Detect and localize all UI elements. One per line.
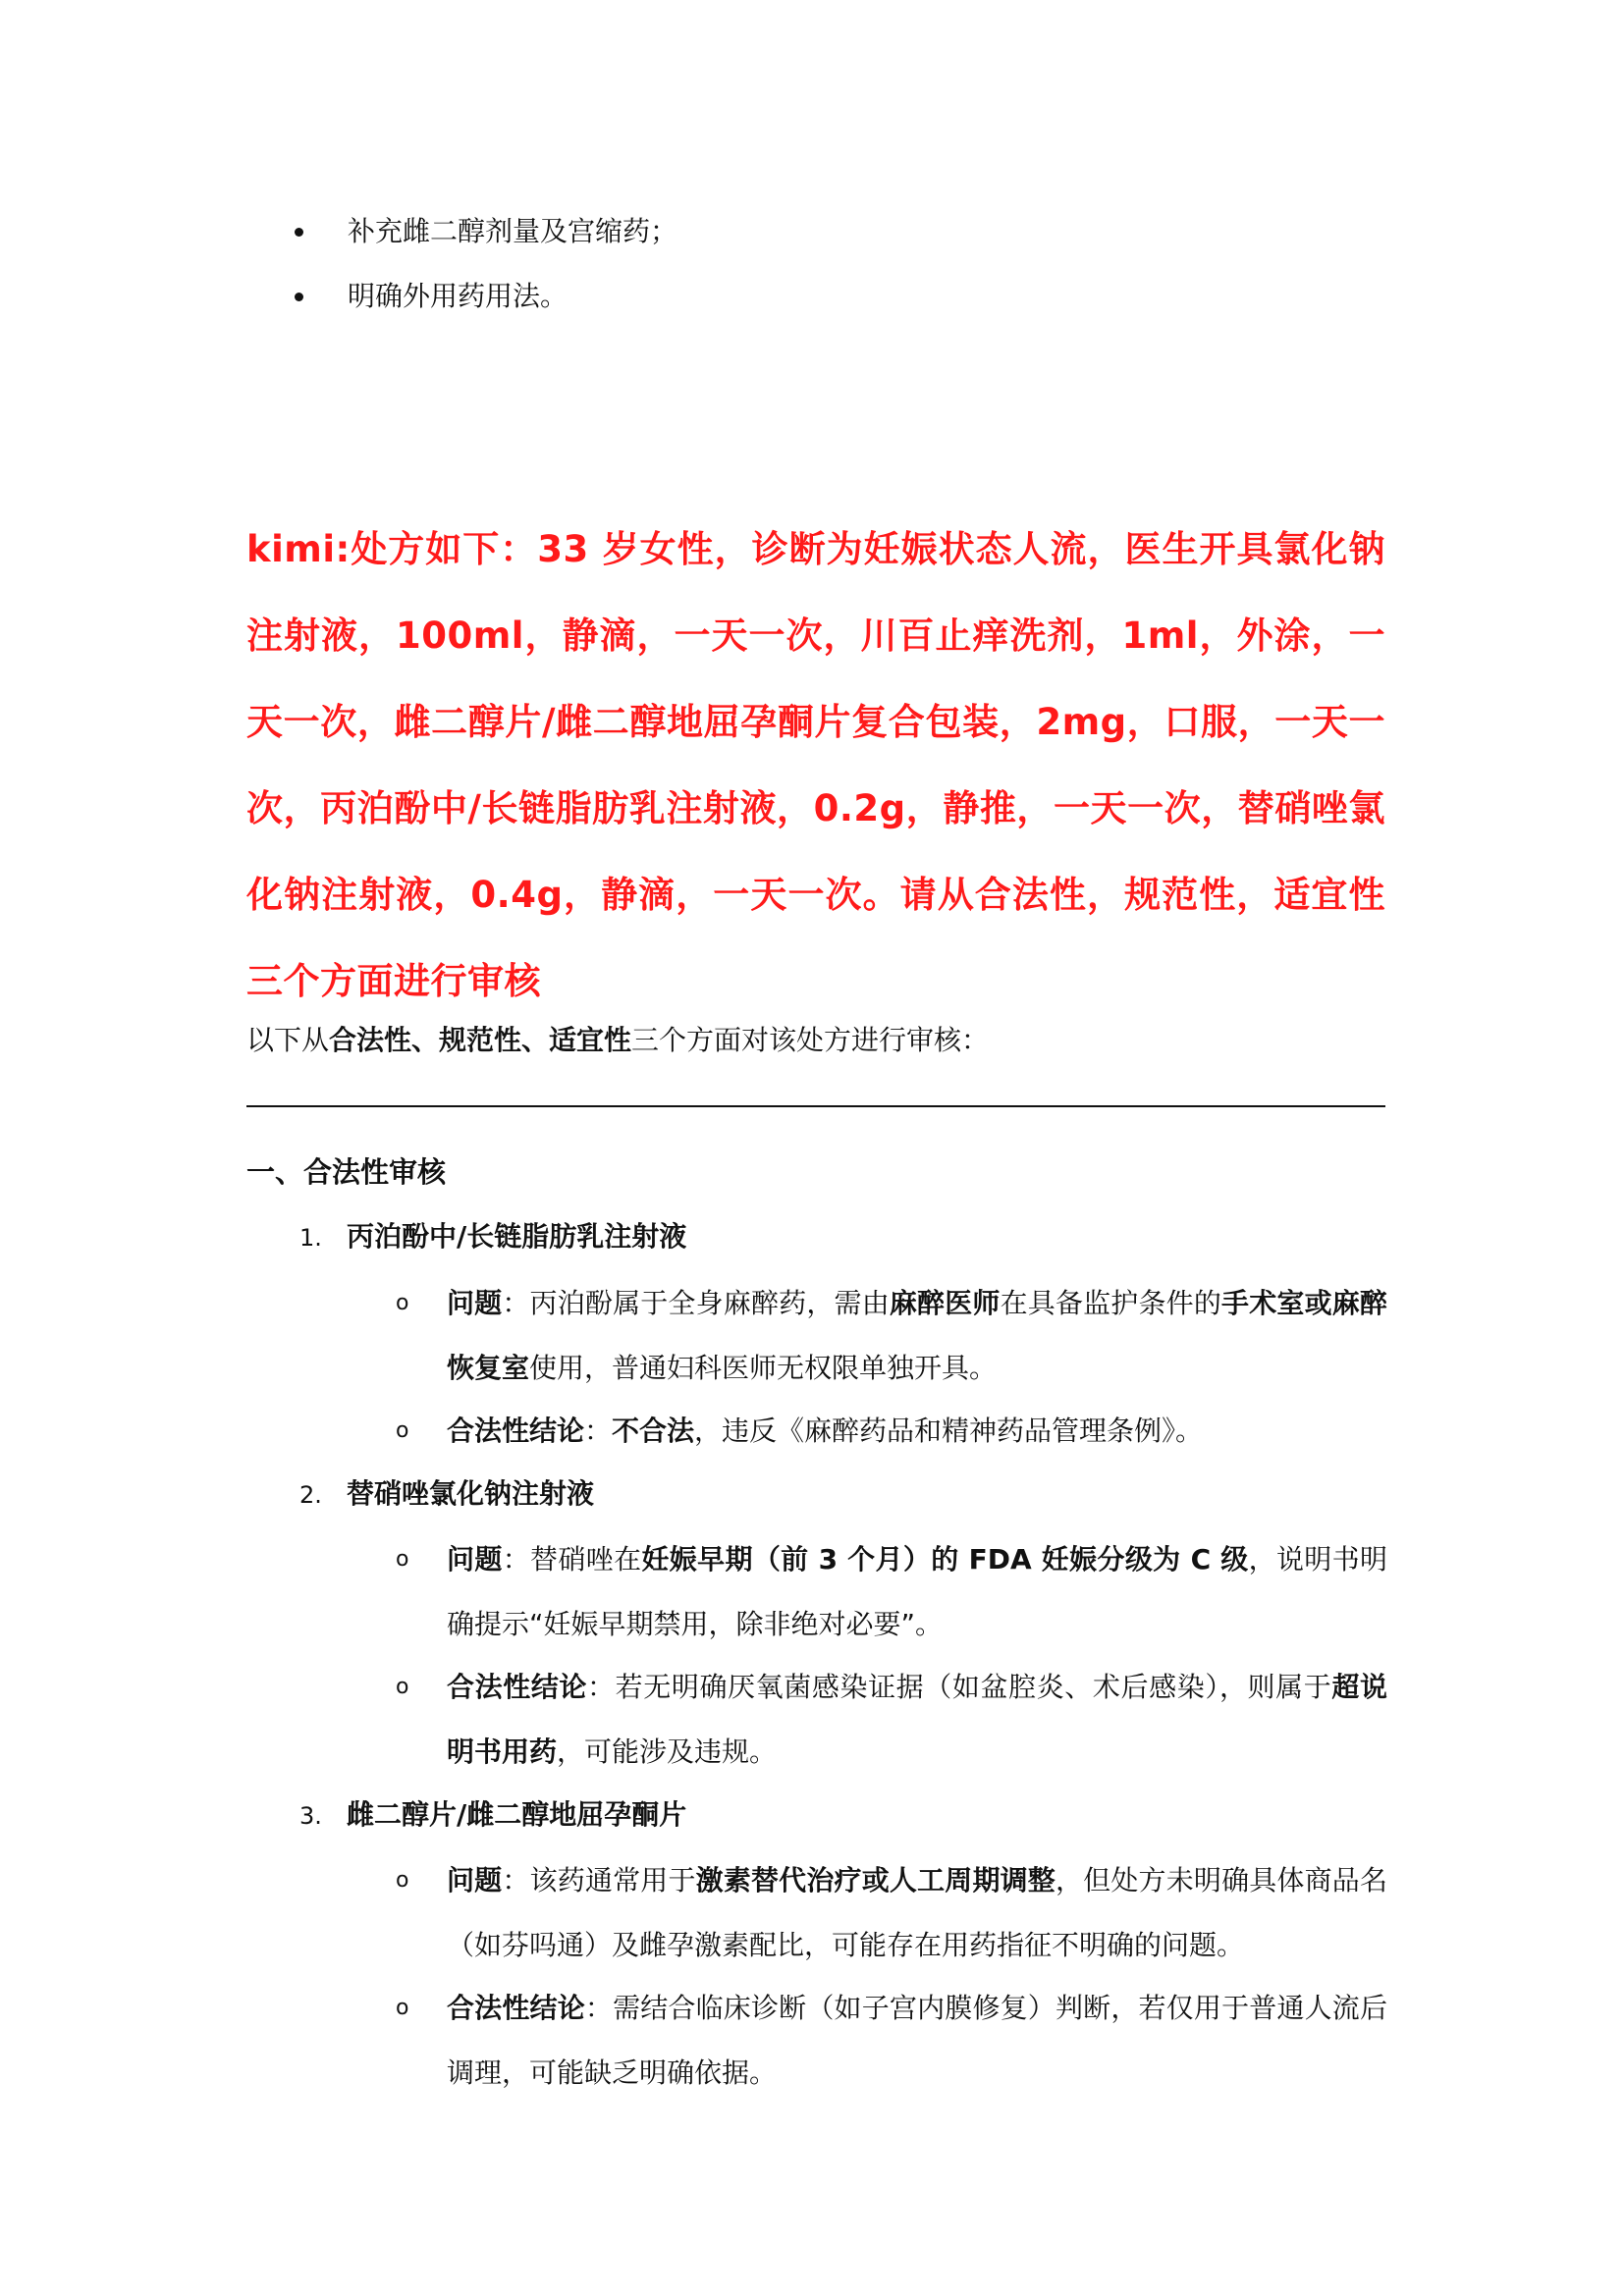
problem-label: 问题 [447, 1864, 503, 1896]
prompt-paragraph: kimi:处方如下：33 岁女性，诊断为妊娠状态人流，医生开具氯化钠注射液，100ml，静滴，一天一次，川百止痒洗剂，1ml，外涂，一天一次，雌二醇片/雌二醇地屈孕酮片复合包装，2mg，口服，一天一次，丙泊酚中/长链脂肪乳注射液，0.2g，静推，一天一次，替硝唑氯化钠注射液，0.4g，静滴，一天一次。请从合法性，规范性，适宜性三个方面进行审核 [246, 528, 1385, 1002]
bullet-text: 补充雌二醇剂量及宫缩药； [348, 215, 678, 247]
bullet-text: 明确外用药用法。 [348, 280, 568, 312]
horizontal-rule [246, 1105, 1385, 1107]
item-number: 3. [299, 1802, 322, 1830]
sub-bullet-conclusion [396, 1655, 1387, 1785]
problem-emphasis: 激素替代治疗或人工周期调整 [695, 1864, 1056, 1896]
sub-bullet-problem [396, 1848, 1387, 1978]
problem-text: ，说明书明确提示“妊娠早期禁用，除非绝对必要”。 [447, 1543, 1387, 1640]
problem-text: ，但处方未明确具体商品名（如芬吗通）及雌孕激素配比，可能存在用药指征不明确的问题。 [447, 1864, 1387, 1961]
circle-bullet-icon: o [396, 1868, 409, 1893]
problem-emphasis: 麻醉医师 [889, 1287, 1001, 1319]
intro-prefix: 以下从 [246, 1024, 330, 1056]
sub-bullet-problem [396, 1527, 1387, 1657]
problem-label: 问题 [447, 1287, 503, 1319]
conclusion-text: ，违反《麻醉药品和精神药品管理条例》。 [694, 1415, 1204, 1447]
intro-bold: 合法性、规范性、适宜性 [329, 1024, 632, 1056]
problem-emphasis: 妊娠早期（前 3 个月）的 FDA 妊娠分级为 C 级 [641, 1543, 1249, 1575]
item-title: 丙泊酚中/长链脂肪乳注射液 [347, 1220, 687, 1253]
section-title: 一、合法性审核 [246, 1155, 447, 1189]
conclusion-emphasis: 超说明书用药 [447, 1671, 1387, 1768]
circle-bullet-icon: o [396, 1291, 409, 1315]
bullet-dot-icon [295, 228, 303, 237]
problem-label: 问题 [447, 1543, 503, 1575]
conclusion-label: 合法性结论 [447, 1671, 588, 1703]
circle-bullet-icon: o [396, 1418, 409, 1443]
conclusion-label: 合法性结论 [447, 1992, 585, 2024]
conclusion-text: ：需结合临床诊断（如子宫内膜修复）判断，若仅用于普通人流后调理，可能缺乏明确依据。 [447, 1992, 1387, 2089]
conclusion-label: 合法性结论 [447, 1415, 585, 1447]
problem-text: ：丙泊酚属于全身麻醉药，需由 [502, 1287, 890, 1319]
conclusion-text: ： [584, 1415, 613, 1447]
problem-text: 使用，普通妇科医师无权限单独开具。 [529, 1352, 998, 1384]
circle-bullet-icon: o [396, 1547, 409, 1572]
numbered-item-heading [299, 1474, 594, 1515]
sub-bullet-conclusion [396, 1976, 1387, 2106]
conclusion-emphasis: 不合法 [612, 1415, 695, 1447]
conclusion-text: ，可能涉及违规。 [557, 1735, 778, 1768]
problem-text: ：替硝唑在 [502, 1543, 642, 1575]
numbered-item-heading [299, 1795, 686, 1836]
numbered-item-heading [299, 1217, 686, 1257]
sub-bullet-problem [396, 1271, 1387, 1401]
circle-bullet-icon: o [396, 1996, 409, 2020]
problem-text: ：该药通常用于 [502, 1864, 696, 1896]
item-number: 1. [299, 1224, 322, 1252]
intro-suffix: 三个方面对该处方进行审核： [631, 1024, 990, 1056]
bullet-dot-icon [295, 293, 303, 301]
conclusion-text: ：若无明确厌氧菌感染证据（如盆腔炎、术后感染），则属于 [587, 1671, 1332, 1703]
circle-bullet-icon: o [396, 1675, 409, 1699]
problem-emphasis: 手术室或麻醉恢复室 [447, 1287, 1387, 1384]
item-title: 雌二醇片/雌二醇地屈孕酮片 [347, 1798, 687, 1831]
item-title: 替硝唑氯化钠注射液 [347, 1477, 595, 1510]
sub-bullet-conclusion [396, 1399, 1387, 1464]
item-number: 2. [299, 1481, 322, 1509]
problem-text: 在具备监护条件的 [1000, 1287, 1222, 1319]
intro-line [246, 1021, 989, 1060]
